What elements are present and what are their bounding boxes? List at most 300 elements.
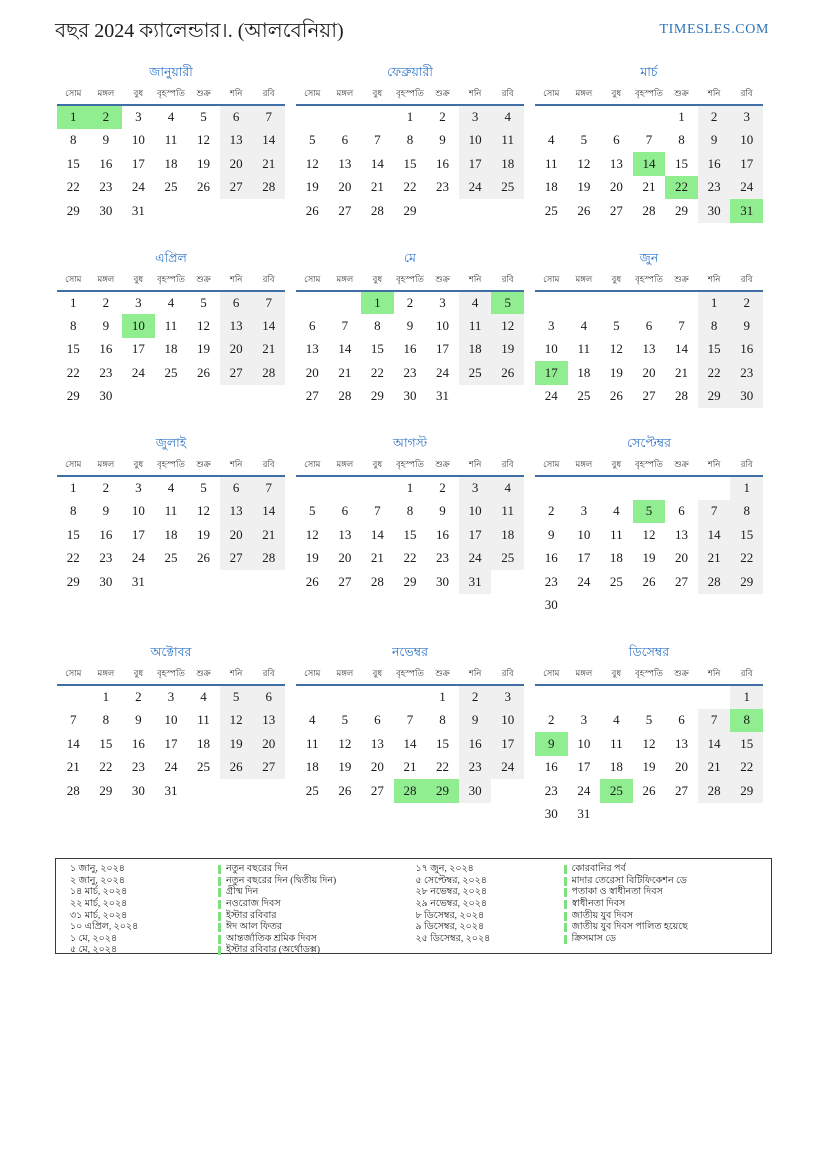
day-cell: 5 [200, 109, 207, 125]
holiday-marker-icon [564, 877, 567, 886]
month-title: নভেম্বর [391, 645, 429, 659]
day-cell: 9 [406, 317, 414, 333]
day-cell: 21 [403, 759, 417, 775]
weekday-header: বুধ [361, 270, 394, 291]
day-cell: 29 [675, 202, 689, 218]
day-cell: 4 [167, 294, 175, 310]
day-cell: 2 [439, 480, 446, 496]
day-cell: 6 [341, 132, 349, 148]
day-cell: 18 [197, 735, 211, 751]
day-cell: 19 [577, 179, 591, 195]
day-cell: 11 [164, 132, 178, 148]
weekday-header: বৃহস্পতি [155, 270, 188, 291]
month-title: সেপ্টেম্বর [627, 436, 671, 450]
day-cell: 3 [459, 476, 492, 500]
day-cell: 31 [164, 782, 178, 798]
weekday-header: শুক্র [426, 455, 459, 476]
legend-box [55, 858, 772, 954]
day-cell: 31 [436, 388, 450, 404]
day-cell: 15 [730, 523, 763, 547]
day-cell: 21 [698, 547, 731, 571]
day-cell: 7 [70, 712, 77, 728]
day-cell: 11 [164, 503, 178, 519]
day-cell: 24 [131, 364, 145, 380]
day-cell: 6 [252, 685, 285, 709]
weekday-header: মঙ্গল [568, 270, 601, 291]
day-cell: 20 [252, 732, 285, 756]
day-cell [535, 291, 568, 315]
day-cell: 12 [305, 526, 319, 542]
day-cell: 24 [459, 176, 492, 200]
day-cell: 2 [548, 712, 555, 728]
day-cell: 3 [491, 685, 524, 709]
day-cell: 4 [167, 480, 175, 496]
weekday-header: বৃহস্পতি [633, 84, 666, 105]
weekday-header: শুক্র [426, 84, 459, 105]
day-cell: 16 [99, 341, 113, 357]
day-cell: 25 [577, 388, 591, 404]
day-cell: 20 [609, 179, 623, 195]
day-cell: 7 [252, 291, 285, 315]
day-cell: 10 [164, 712, 178, 728]
day-cell: 26 [642, 573, 656, 589]
day-cell: 16 [698, 152, 731, 176]
legend-holiday-name: মাদার তেরেসা বিটিফিকেশন ডে [571, 875, 687, 886]
day-cell: 27 [370, 782, 384, 798]
day-cell: 19 [220, 732, 253, 756]
day-cell [459, 199, 492, 223]
day-cell: 18 [164, 155, 178, 171]
day-cell: 13 [220, 500, 253, 524]
day-cell: 3 [167, 689, 175, 705]
day-cell: 5 [645, 712, 653, 728]
holiday-marker-icon [564, 935, 567, 944]
weekday-header: রবি [491, 270, 524, 291]
day-cell: 14 [698, 732, 731, 756]
day-cell: 27 [305, 388, 319, 404]
day-cell: 17 [459, 523, 492, 547]
legend-holiday-name: ঈদ আল ফিতর [226, 922, 283, 933]
day-cell [122, 385, 155, 409]
day-cell: 14 [252, 500, 285, 524]
day-cell: 13 [370, 735, 384, 751]
day-cell: 11 [610, 526, 623, 542]
day-cell: 15 [66, 341, 80, 357]
day-cell: 9 [535, 732, 568, 756]
month-title: আগস্ট [392, 436, 428, 450]
day-cell: 13 [305, 341, 319, 357]
day-cell: 16 [459, 732, 492, 756]
weekday-header: শুক্র [187, 455, 220, 476]
legend-date: ২৫ ডিসেম্বর, ২০২৪ [415, 933, 491, 944]
day-cell: 15 [99, 735, 113, 751]
day-cell: 24 [436, 364, 450, 380]
weekday-header: শনি [459, 84, 492, 105]
day-cell: 16 [99, 155, 113, 171]
day-cell [600, 685, 633, 709]
weekday-header: বুধ [600, 84, 633, 105]
site-link[interactable]: TIMESLES.COM [659, 22, 769, 37]
day-cell: 1 [698, 291, 731, 315]
day-cell: 10 [577, 526, 591, 542]
day-cell: 28 [370, 202, 384, 218]
day-cell: 30 [99, 573, 113, 589]
day-cell: 30 [131, 782, 145, 798]
day-cell: 2 [548, 503, 555, 519]
day-cell: 27 [220, 361, 253, 385]
day-cell: 8 [374, 317, 381, 333]
weekday-header: বুধ [361, 84, 394, 105]
weekday-header: সোম [535, 84, 568, 105]
day-cell: 15 [403, 526, 417, 542]
day-cell: 9 [102, 132, 110, 148]
day-cell: 25 [459, 361, 492, 385]
legend-holiday-name: আন্তর্জাতিক শ্রমিক দিবস [226, 933, 317, 944]
day-cell: 19 [197, 341, 211, 357]
day-cell: 11 [577, 341, 591, 357]
day-cell: 29 [66, 202, 80, 218]
day-cell: 30 [403, 388, 417, 404]
weekday-header: শনি [698, 270, 731, 291]
day-cell: 21 [642, 179, 656, 195]
day-cell: 22 [99, 759, 113, 775]
day-cell: 10 [122, 314, 155, 338]
weekday-header: শুক্র [426, 270, 459, 291]
day-cell: 24 [131, 550, 145, 566]
day-cell: 8 [678, 132, 685, 148]
day-cell: 30 [730, 385, 763, 409]
weekday-header: বুধ [600, 664, 633, 685]
day-cell: 17 [436, 341, 450, 357]
day-cell: 26 [197, 364, 211, 380]
legend-holiday-name: পতাকা ও স্বাধীনতা দিবস [571, 887, 663, 898]
weekday-header: রবি [491, 84, 524, 105]
day-cell: 31 [131, 202, 145, 218]
day-cell: 31 [577, 806, 591, 822]
day-cell: 10 [544, 341, 558, 357]
day-cell: 31 [459, 570, 492, 594]
weekday-header: রবি [252, 455, 285, 476]
day-cell: 28 [698, 779, 731, 803]
day-cell: 3 [135, 109, 142, 125]
day-cell: 19 [642, 550, 656, 566]
day-cell [491, 199, 524, 223]
day-cell: 27 [675, 782, 689, 798]
legend-entry [416, 934, 762, 946]
day-cell: 1 [439, 689, 446, 705]
legend-holiday-name: গ্রীষ্ম দিন [226, 887, 259, 898]
day-cell: 16 [403, 341, 417, 357]
day-cell: 1 [70, 294, 77, 310]
day-cell: 13 [675, 735, 689, 751]
weekday-header: বৃহস্পতি [394, 455, 427, 476]
day-cell: 11 [459, 314, 492, 338]
day-cell: 23 [403, 364, 417, 380]
day-cell [535, 685, 568, 709]
day-cell: 30 [99, 388, 113, 404]
weekday-header: সোম [296, 664, 329, 685]
day-cell: 20 [370, 759, 384, 775]
month-title: ডিসেম্বর [628, 645, 670, 659]
day-cell: 25 [491, 176, 524, 200]
day-cell [329, 291, 362, 315]
day-cell: 6 [220, 291, 253, 315]
day-cell: 4 [491, 105, 524, 129]
day-cell [568, 476, 601, 500]
day-cell: 1 [361, 291, 394, 315]
day-cell: 14 [370, 155, 384, 171]
day-cell [568, 594, 601, 618]
day-cell: 22 [730, 756, 763, 780]
day-cell: 25 [197, 759, 211, 775]
day-cell: 6 [309, 317, 316, 333]
day-cell: 8 [406, 132, 414, 148]
weekday-header: বুধ [122, 664, 155, 685]
day-cell: 8 [70, 503, 77, 519]
day-cell: 22 [66, 179, 80, 195]
month-calendar [57, 248, 285, 409]
weekday-header: সোম [57, 270, 90, 291]
weekday-header: বৃহস্পতি [633, 455, 666, 476]
weekday-header: রবি [252, 270, 285, 291]
weekday-header: বুধ [361, 455, 394, 476]
legend-entry [70, 945, 416, 957]
day-cell: 21 [252, 338, 285, 362]
month-title: জুন [639, 250, 659, 265]
legend-date: ২৯ নভেম্বর, ২০২৪ [415, 899, 488, 910]
day-cell: 28 [338, 388, 352, 404]
legend-date: ২ জানু, ২০২৪ [70, 875, 125, 886]
day-cell: 16 [131, 735, 145, 751]
month-title: মে [403, 250, 416, 265]
day-cell: 5 [633, 500, 666, 524]
weekday-header: মঙ্গল [90, 455, 123, 476]
day-cell: 26 [642, 782, 656, 798]
day-cell [600, 291, 633, 315]
day-cell [698, 594, 731, 618]
day-cell: 15 [436, 735, 450, 751]
legend-holiday-name: স্বাধীনতা দিবস [571, 899, 626, 910]
day-cell: 19 [305, 550, 319, 566]
day-cell: 25 [491, 547, 524, 571]
day-cell: 5 [309, 132, 316, 148]
day-cell: 23 [131, 759, 145, 775]
day-cell: 9 [439, 503, 446, 519]
day-cell: 9 [102, 503, 110, 519]
day-cell [296, 685, 329, 709]
day-cell: 28 [675, 388, 689, 404]
day-cell: 18 [164, 341, 178, 357]
day-cell [155, 570, 188, 594]
weekday-header: শুক্র [187, 84, 220, 105]
day-cell: 11 [491, 500, 524, 524]
day-cell: 4 [200, 689, 207, 705]
day-cell: 14 [370, 526, 384, 542]
day-cell: 1 [406, 109, 414, 125]
day-cell: 2 [406, 294, 414, 310]
day-cell: 28 [252, 176, 285, 200]
day-cell: 8 [730, 709, 763, 733]
day-cell: 13 [220, 314, 253, 338]
weekday-header: শনি [220, 84, 253, 105]
day-cell [730, 803, 763, 827]
day-cell: 14 [338, 341, 352, 357]
day-cell: 29 [99, 782, 113, 798]
weekday-header: মঙ্গল [90, 84, 123, 105]
day-cell: 23 [544, 782, 558, 798]
day-cell: 7 [252, 476, 285, 500]
day-cell: 20 [220, 338, 253, 362]
day-cell: 15 [403, 155, 417, 171]
day-cell [600, 594, 633, 618]
day-cell: 24 [491, 756, 524, 780]
day-cell: 20 [642, 364, 656, 380]
day-cell: 22 [698, 361, 731, 385]
day-cell: 19 [642, 759, 656, 775]
day-cell [698, 685, 731, 709]
day-cell: 28 [394, 779, 427, 803]
day-cell: 14 [675, 341, 689, 357]
day-cell: 6 [613, 132, 620, 148]
day-cell: 29 [403, 573, 417, 589]
day-cell: 13 [338, 526, 352, 542]
day-cell [220, 779, 253, 803]
day-cell [361, 685, 394, 709]
weekday-header: শনি [220, 455, 253, 476]
day-cell: 26 [197, 550, 211, 566]
day-cell: 16 [99, 526, 113, 542]
day-cell: 1 [730, 476, 763, 500]
day-cell: 5 [309, 503, 316, 519]
day-cell [535, 476, 568, 500]
day-cell: 30 [99, 202, 113, 218]
weekday-header: বৃহস্পতি [155, 455, 188, 476]
day-cell: 25 [164, 550, 178, 566]
legend-holiday-name: নওরোজ দিবস [226, 899, 281, 910]
day-cell: 15 [66, 155, 80, 171]
legend-holiday-name: নতুন বছরের দিন [226, 864, 288, 875]
weekday-header: শনি [459, 664, 492, 685]
day-cell: 11 [545, 155, 558, 171]
weekday-header: মঙ্গল [329, 664, 362, 685]
day-cell: 14 [66, 735, 80, 751]
legend-holiday-name: ইস্টার রবিবার (অর্থোডক্স) [226, 945, 321, 956]
day-cell: 21 [675, 364, 689, 380]
day-cell: 12 [197, 503, 211, 519]
month-title: জুলাই [155, 436, 187, 450]
day-cell: 22 [730, 547, 763, 571]
weekday-header: বৃহস্পতি [155, 84, 188, 105]
day-cell: 17 [131, 155, 145, 171]
weekday-header: বুধ [122, 455, 155, 476]
day-cell: 17 [577, 759, 591, 775]
day-cell: 2 [102, 480, 110, 496]
day-cell: 24 [730, 176, 763, 200]
day-cell: 17 [535, 361, 568, 385]
day-cell: 12 [220, 709, 253, 733]
day-cell: 24 [577, 782, 591, 798]
day-cell: 2 [459, 685, 492, 709]
day-cell: 22 [403, 550, 417, 566]
day-cell: 19 [491, 338, 524, 362]
weekday-header: সোম [57, 84, 90, 105]
weekday-header: শনি [698, 455, 731, 476]
day-cell: 28 [642, 202, 656, 218]
day-cell: 4 [167, 109, 175, 125]
day-cell: 23 [730, 361, 763, 385]
weekday-header: রবি [730, 664, 763, 685]
weekday-header: শনি [459, 455, 492, 476]
day-cell: 5 [341, 712, 349, 728]
day-cell: 21 [370, 550, 384, 566]
legend-column-right [416, 864, 762, 949]
day-cell [187, 570, 220, 594]
legend-date: ২৮ নভেম্বর, ২০২৪ [415, 887, 488, 898]
day-cell: 14 [252, 129, 285, 153]
day-cell: 4 [459, 291, 492, 315]
day-cell: 17 [491, 732, 524, 756]
day-cell [329, 105, 362, 129]
weekday-header: বুধ [361, 664, 394, 685]
day-cell [633, 594, 666, 618]
day-cell: 7 [645, 132, 653, 148]
day-cell [600, 105, 633, 129]
day-cell: 27 [338, 202, 352, 218]
page-title: বছর 2024 ক্যালেন্ডার।. (আলবেনিয়া) [55, 20, 344, 42]
month-calendar [535, 433, 763, 617]
day-cell: 20 [675, 759, 689, 775]
day-cell: 28 [252, 361, 285, 385]
day-cell: 1 [57, 105, 90, 129]
day-cell: 19 [338, 759, 352, 775]
day-cell: 9 [548, 526, 555, 542]
day-cell: 10 [436, 317, 450, 333]
day-cell: 5 [200, 294, 207, 310]
day-cell: 17 [459, 152, 492, 176]
day-cell: 15 [370, 341, 384, 357]
legend-holiday-name: ক্রিসমাস ডে [571, 933, 616, 944]
day-cell [220, 199, 253, 223]
day-cell: 6 [645, 317, 653, 333]
day-cell: 3 [548, 317, 555, 333]
day-cell: 5 [220, 685, 253, 709]
day-cell: 21 [698, 756, 731, 780]
day-cell: 29 [730, 779, 763, 803]
day-cell: 1 [730, 685, 763, 709]
day-cell: 19 [197, 526, 211, 542]
day-cell: 17 [131, 526, 145, 542]
day-cell: 9 [102, 317, 110, 333]
weekday-header: বুধ [122, 84, 155, 105]
day-cell: 20 [675, 550, 689, 566]
weekday-header: রবি [491, 455, 524, 476]
day-cell [57, 685, 90, 709]
day-cell: 6 [220, 105, 253, 129]
day-cell: 18 [491, 523, 524, 547]
day-cell: 11 [610, 735, 623, 751]
weekday-header: শুক্র [187, 270, 220, 291]
holiday-marker-icon [218, 900, 221, 909]
legend-date: ৫ মে, ২০২৪ [70, 945, 118, 956]
day-cell: 22 [403, 179, 417, 195]
day-cell: 16 [436, 155, 450, 171]
day-cell: 25 [164, 364, 178, 380]
day-cell: 20 [338, 550, 352, 566]
day-cell: 3 [580, 503, 588, 519]
day-cell: 17 [577, 550, 591, 566]
day-cell: 10 [459, 129, 492, 153]
day-cell: 14 [698, 523, 731, 547]
